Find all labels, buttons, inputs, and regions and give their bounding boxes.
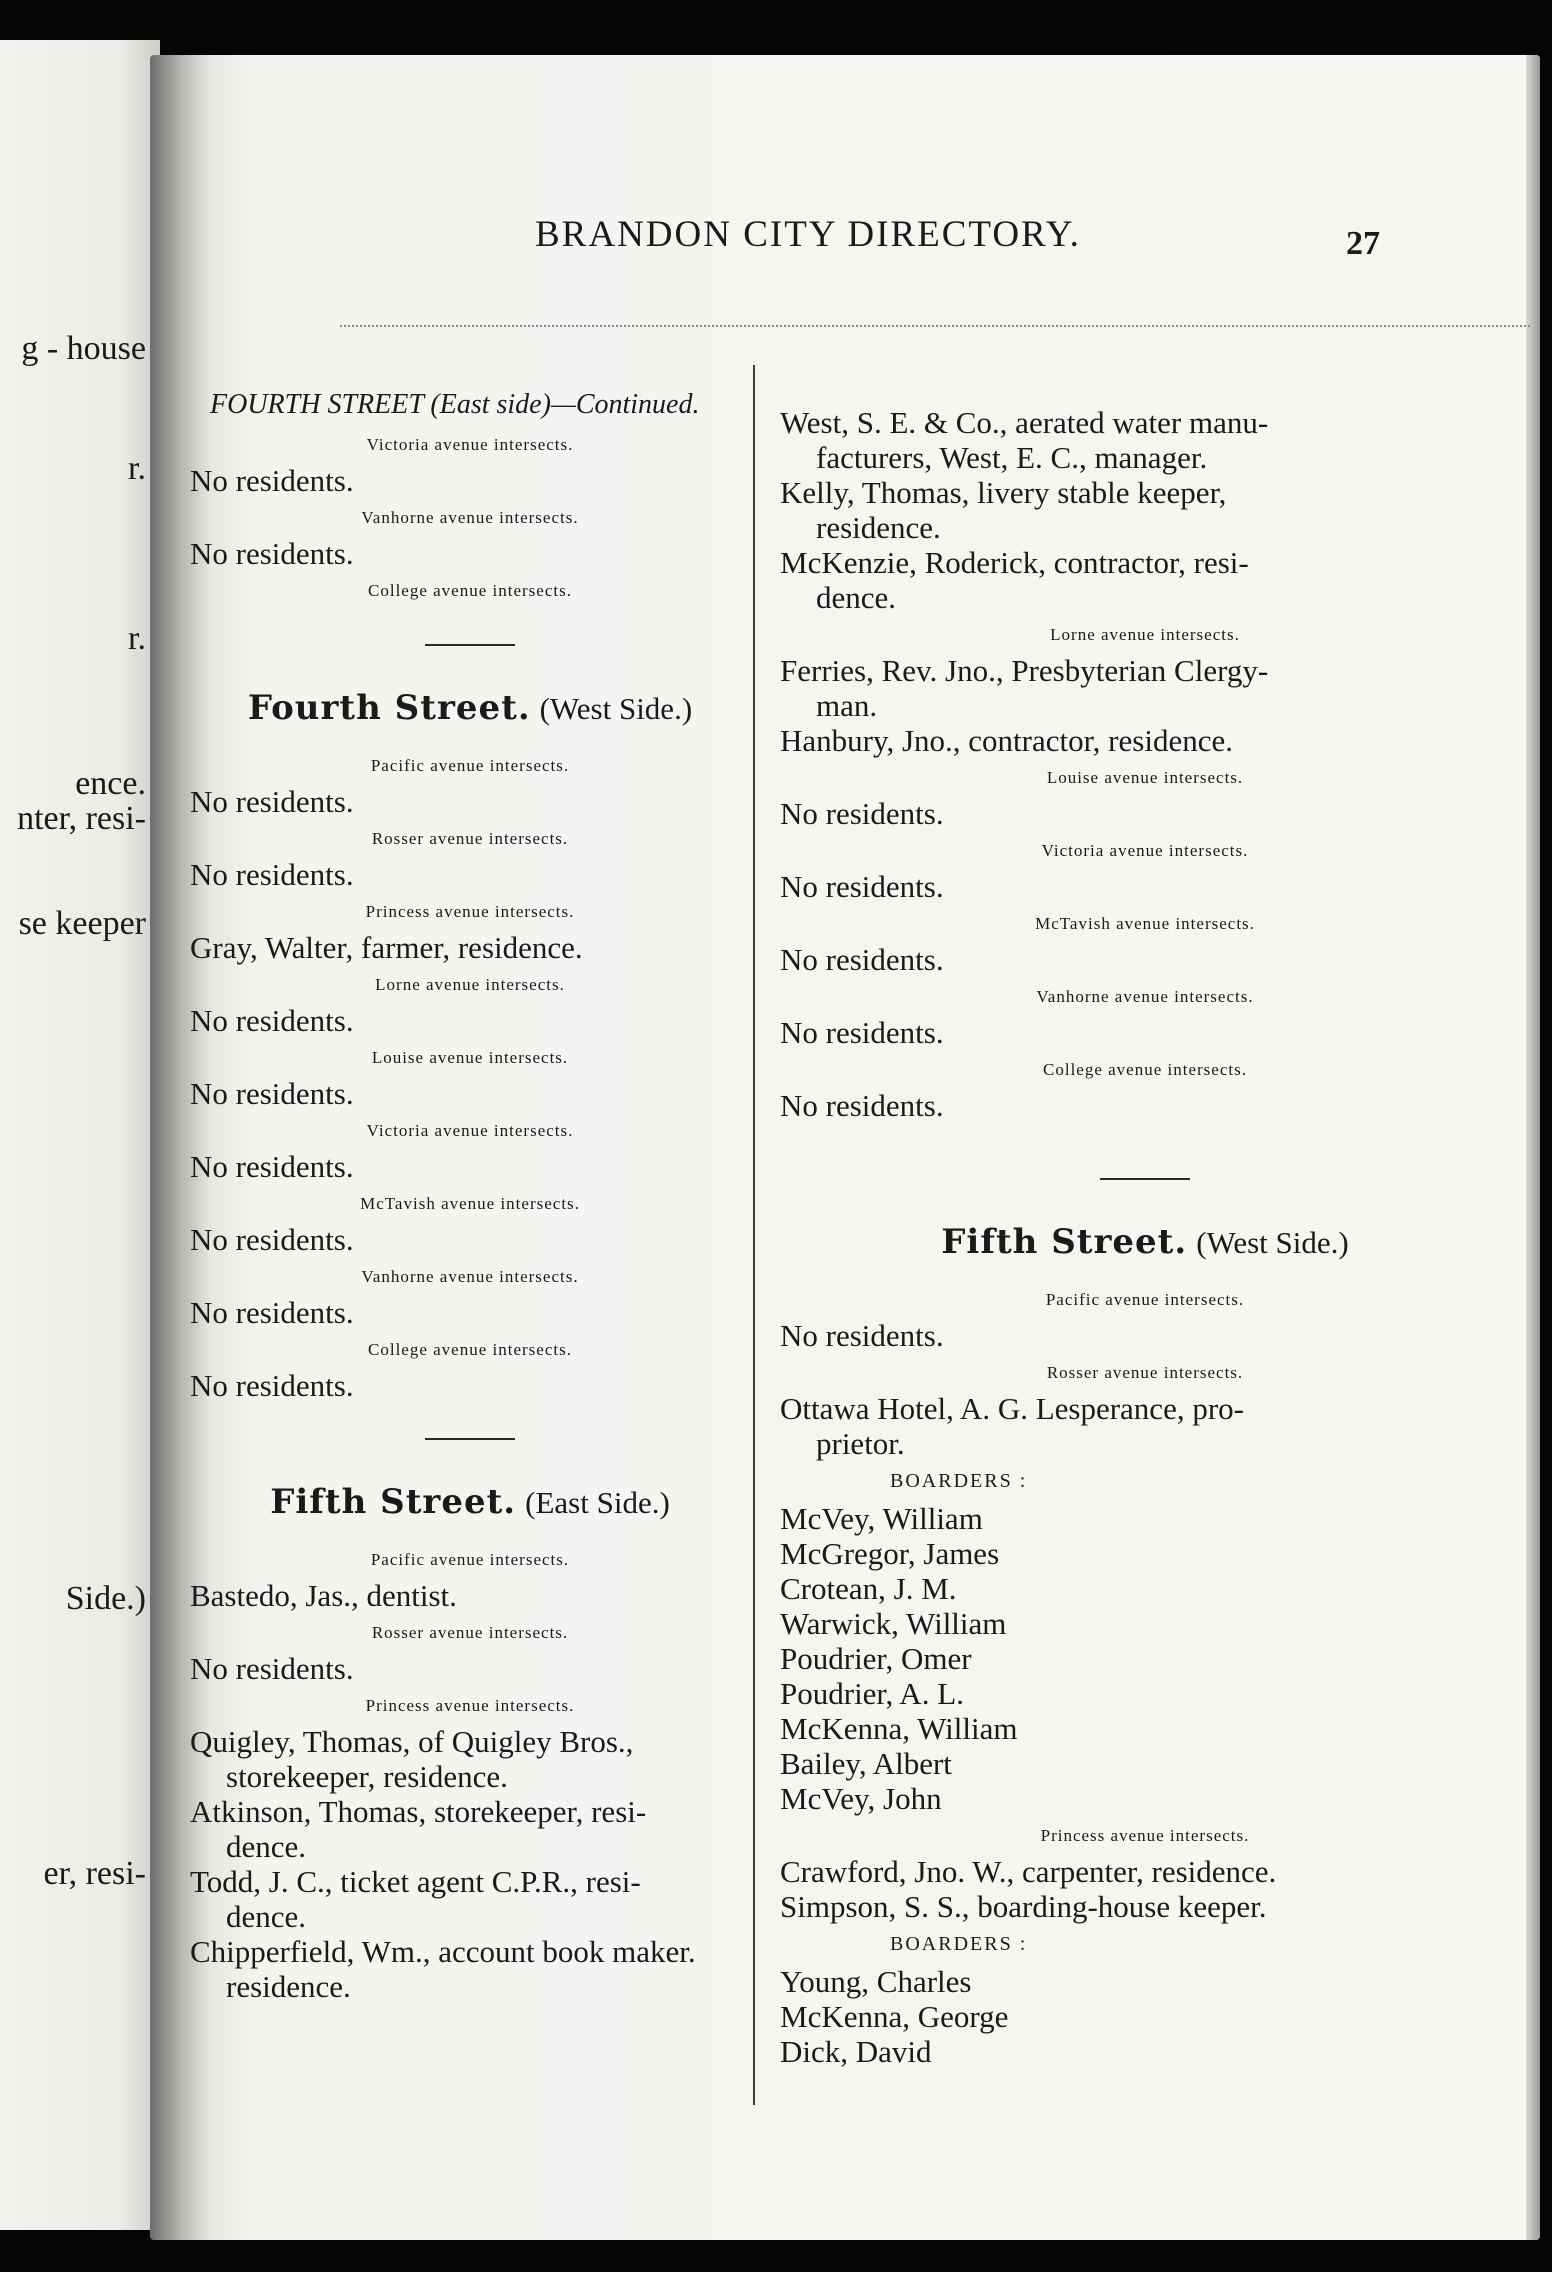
- avenue-intersects: Vanhorne avenue intersects.: [361, 508, 579, 527]
- listing-line: No residents.: [190, 1295, 354, 1330]
- listing-line: No residents.: [190, 1651, 354, 1686]
- listing-line: Bailey, Albert: [780, 1746, 952, 1781]
- right-column: [780, 405, 1510, 2069]
- avenue-intersects: College avenue intersects.: [368, 1340, 572, 1359]
- avenue-intersects: College avenue intersects.: [368, 581, 572, 600]
- listing-line: No residents.: [190, 1149, 354, 1184]
- listing-continuation: dence.: [816, 580, 897, 615]
- listing-line: No residents.: [190, 536, 354, 571]
- header-rule: [340, 325, 1530, 327]
- listing-line: Quigley, Thomas, of Quigley Bros.,: [190, 1724, 634, 1759]
- continued-heading: FOURTH STREET (East side)—Continued.: [210, 389, 700, 420]
- page-edge: [1526, 55, 1540, 2240]
- listing-line: Ferries, Rev. Jno., Presbyterian Clergy-: [780, 653, 1269, 688]
- avenue-intersects: Princess avenue intersects.: [365, 1696, 575, 1715]
- avenue-intersects: Victoria avenue intersects.: [366, 1121, 574, 1140]
- listing-line: No residents.: [780, 869, 944, 904]
- street-side: (West Side.): [539, 691, 693, 726]
- listing-line: Crawford, Jno. W., carpenter, residence.: [780, 1854, 1277, 1889]
- listing-line: McVey, John: [780, 1781, 942, 1816]
- avenue-intersects: Victoria avenue intersects.: [1041, 841, 1249, 860]
- listing-continuation: residence.: [816, 510, 941, 545]
- avenue-intersects: Louise avenue intersects.: [1046, 768, 1244, 787]
- avenue-intersects: College avenue intersects.: [1043, 1060, 1247, 1079]
- listing-line: Poudrier, Omer: [780, 1641, 972, 1676]
- listing-line: McKenna, George: [780, 1999, 1009, 2034]
- listing-continuation: prietor.: [816, 1426, 905, 1461]
- section-rule: [425, 1438, 515, 1440]
- avenue-intersects: Rosser avenue intersects.: [1046, 1363, 1244, 1382]
- avenue-intersects: Vanhorne avenue intersects.: [1036, 987, 1254, 1006]
- listing-continuation: residence.: [226, 1969, 351, 2004]
- section-rule: [425, 644, 515, 646]
- listing-line: Bastedo, Jas., dentist.: [190, 1578, 457, 1613]
- listing-line: McGregor, James: [780, 1536, 1000, 1571]
- listing-line: No residents.: [780, 1318, 944, 1353]
- avenue-intersects: Vanhorne avenue intersects.: [361, 1267, 579, 1286]
- listing-entry: [780, 545, 1510, 615]
- listing-continuation: facturers, West, E. C., manager.: [816, 440, 1208, 475]
- listing-line: McKenna, William: [780, 1711, 1018, 1746]
- prev-page-text: r.: [128, 450, 146, 487]
- listing-line: No residents.: [190, 1003, 354, 1038]
- listing-entry: [780, 405, 1510, 475]
- avenue-intersects: Rosser avenue intersects.: [371, 1623, 569, 1642]
- prev-page-text: ence.: [75, 765, 146, 802]
- listing-line: Ottawa Hotel, A. G. Lesperance, pro-: [780, 1391, 1244, 1426]
- listing-entry: [190, 1724, 750, 1794]
- avenue-intersects: Pacific avenue intersects.: [1045, 1290, 1245, 1309]
- prev-page-text: g - house: [21, 330, 146, 367]
- page-header: BRANDON CITY DIRECTORY.: [535, 214, 1081, 255]
- listing-entry: [190, 1864, 750, 1934]
- listing-line: No residents.: [190, 857, 354, 892]
- listing-line: No residents.: [780, 796, 944, 831]
- avenue-intersects: Rosser avenue intersects.: [371, 829, 569, 848]
- listing-continuation: dence.: [226, 1829, 307, 1864]
- street-heading: [190, 686, 750, 728]
- avenue-intersects: Pacific avenue intersects.: [370, 756, 570, 775]
- listing-line: Poudrier, A. L.: [780, 1676, 964, 1711]
- listing-entry: [190, 1794, 750, 1864]
- listing-line: Dick, David: [780, 2034, 932, 2069]
- street-name: Fifth Street.: [270, 1482, 517, 1522]
- avenue-intersects: Victoria avenue intersects.: [366, 435, 574, 454]
- listing-line: West, S. E. & Co., aerated water manu-: [780, 405, 1269, 440]
- avenue-intersects: Lorne avenue intersects.: [375, 975, 565, 994]
- listing-line: No residents.: [190, 784, 354, 819]
- avenue-intersects: McTavish avenue intersects.: [360, 1194, 580, 1213]
- listing-line: No residents.: [190, 1076, 354, 1111]
- boarders-label: BOARDERS :: [890, 1933, 1028, 1955]
- street-name: Fourth Street.: [247, 688, 531, 728]
- street-side: (East Side.): [525, 1485, 670, 1520]
- listing-line: Atkinson, Thomas, storekeeper, resi-: [190, 1794, 647, 1829]
- left-column: [190, 385, 750, 2004]
- page-number: 27: [1346, 225, 1380, 262]
- listing-entry: [780, 1391, 1510, 1461]
- listing-line: McKenzie, Roderick, contractor, resi-: [780, 545, 1249, 580]
- listing-line: McVey, William: [780, 1501, 983, 1536]
- prev-page-text: Side.): [65, 1580, 146, 1617]
- avenue-intersects: Princess avenue intersects.: [1040, 1826, 1250, 1845]
- listing-entry: [780, 653, 1510, 723]
- street-heading: [190, 1480, 750, 1522]
- prev-page-text: se keeper: [18, 905, 146, 942]
- listing-line: No residents.: [190, 1222, 354, 1257]
- listing-entry: [190, 1934, 750, 2004]
- column-divider: [753, 365, 755, 2105]
- listing-line: No residents.: [190, 1368, 354, 1403]
- avenue-intersects: Lorne avenue intersects.: [1050, 625, 1240, 644]
- listing-line: Todd, J. C., ticket agent C.P.R., resi-: [190, 1864, 641, 1899]
- listing-line: Chipperfield, Wm., account book maker.: [190, 1934, 696, 1969]
- avenue-intersects: McTavish avenue intersects.: [1035, 914, 1255, 933]
- directory-page: [150, 55, 1540, 2240]
- listing-line: Crotean, J. M.: [780, 1571, 957, 1606]
- prev-page-text: nter, resi-: [17, 800, 146, 837]
- section-rule: [1100, 1178, 1190, 1180]
- listing-continuation: dence.: [226, 1899, 307, 1934]
- listing-entry: [780, 475, 1510, 545]
- listing-line: No residents.: [190, 463, 354, 498]
- listing-line: Simpson, S. S., boarding-house keeper.: [780, 1889, 1267, 1924]
- previous-page-fragment: [0, 40, 160, 2230]
- avenue-intersects: Pacific avenue intersects.: [370, 1550, 570, 1569]
- listing-line: No residents.: [780, 1015, 944, 1050]
- prev-page-text: er, resi-: [43, 1855, 146, 1892]
- listing-line: No residents.: [780, 942, 944, 977]
- listing-line: No residents.: [780, 1088, 944, 1123]
- boarders-label: BOARDERS :: [890, 1470, 1028, 1492]
- street-side: (West Side.): [1196, 1225, 1349, 1260]
- listing-line: Hanbury, Jno., contractor, residence.: [780, 723, 1233, 758]
- listing-continuation: man.: [816, 688, 878, 723]
- street-heading: [780, 1220, 1510, 1262]
- listing-continuation: storekeeper, residence.: [226, 1759, 508, 1794]
- listing-line: Gray, Walter, farmer, residence.: [190, 930, 583, 965]
- listing-line: Warwick, William: [780, 1606, 1007, 1641]
- listing-line: Kelly, Thomas, livery stable keeper,: [780, 475, 1227, 510]
- avenue-intersects: Princess avenue intersects.: [365, 902, 575, 921]
- avenue-intersects: Louise avenue intersects.: [371, 1048, 569, 1067]
- listing-line: Young, Charles: [780, 1964, 972, 1999]
- prev-page-text: r.: [128, 620, 146, 657]
- street-name: Fifth Street.: [941, 1222, 1188, 1262]
